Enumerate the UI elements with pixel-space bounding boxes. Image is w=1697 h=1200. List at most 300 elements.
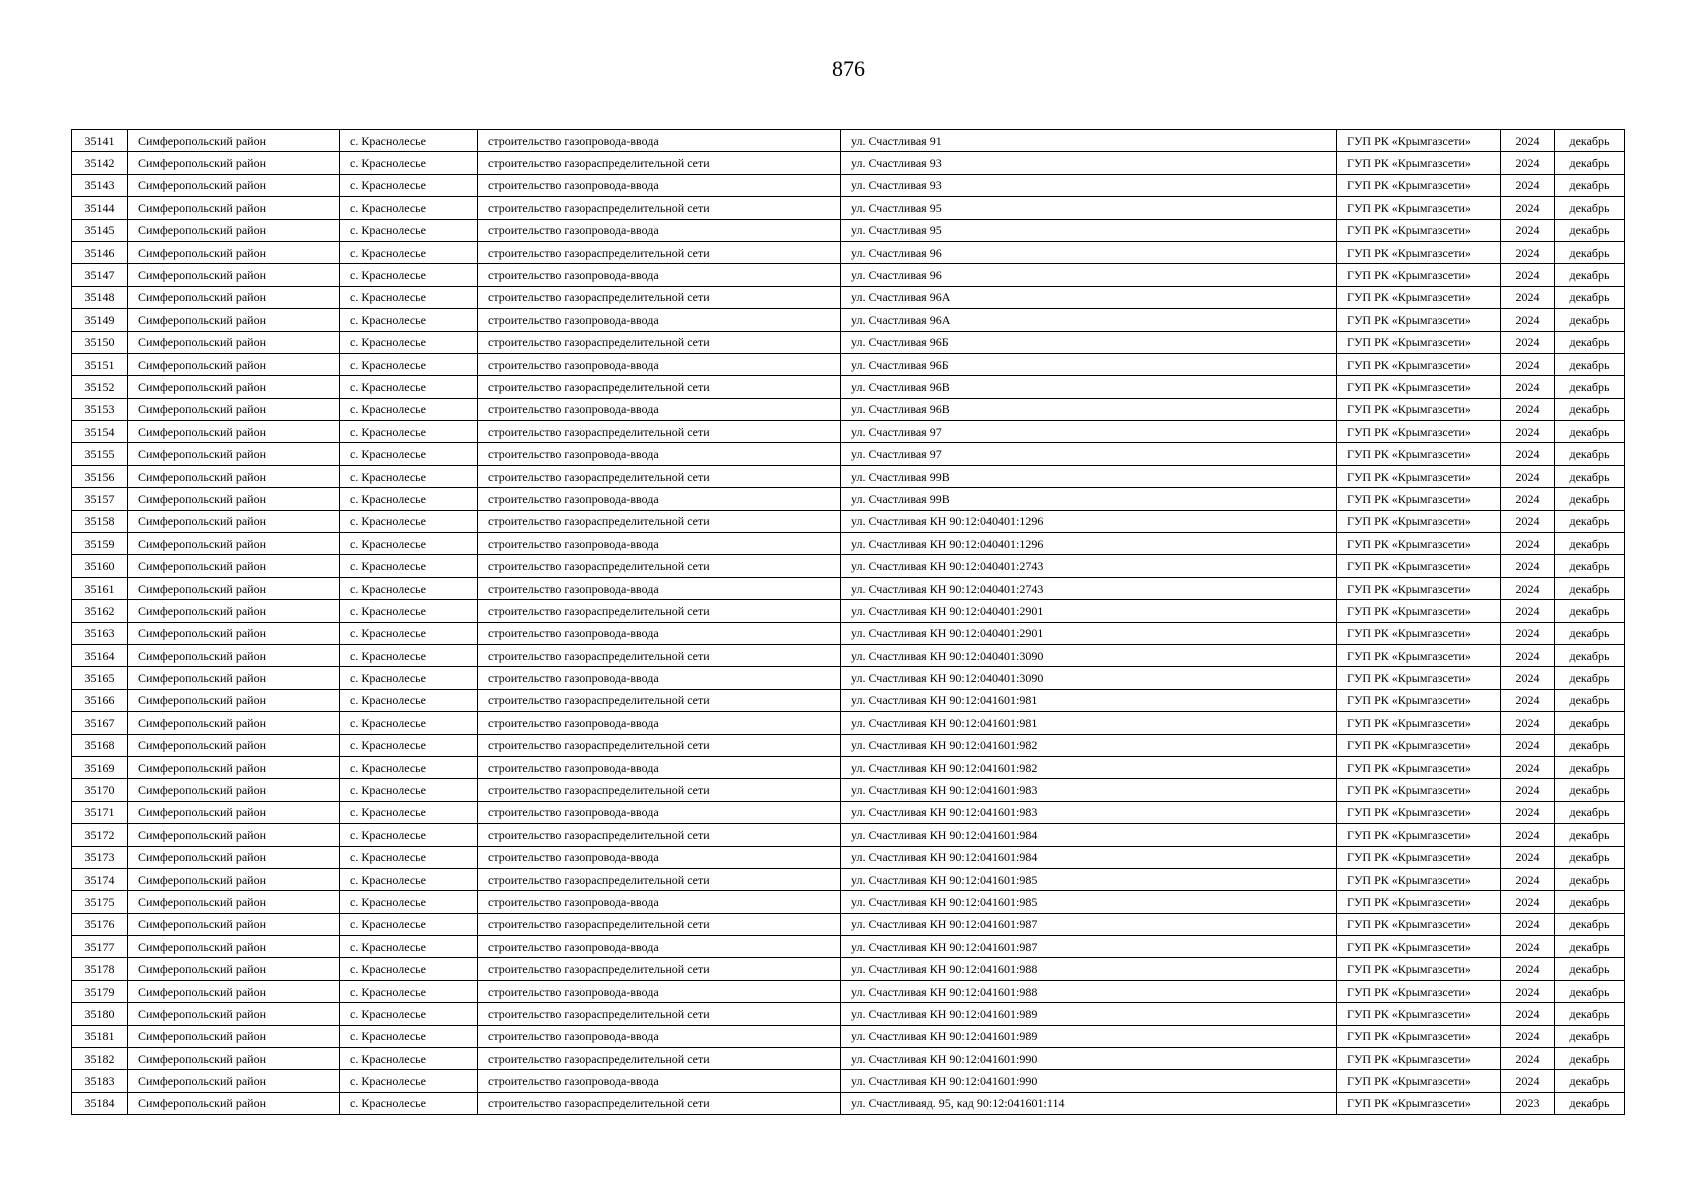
organization-cell: ГУП РК «Крымгазсети»	[1337, 465, 1501, 487]
organization-cell: ГУП РК «Крымгазсети»	[1337, 264, 1501, 286]
settlement-cell: с. Краснолесье	[340, 376, 478, 398]
year-cell: 2024	[1501, 130, 1555, 152]
district-cell: Симферопольский район	[128, 600, 340, 622]
month-cell: декабрь	[1555, 779, 1625, 801]
settlement-cell: с. Краснолесье	[340, 331, 478, 353]
month-cell: декабрь	[1555, 891, 1625, 913]
address-cell: ул. Счастливая 99В	[841, 465, 1337, 487]
settlement-cell: с. Краснолесье	[340, 130, 478, 152]
table-row	[72, 309, 1625, 331]
year-cell: 2024	[1501, 197, 1555, 219]
organization-cell: ГУП РК «Крымгазсети»	[1337, 376, 1501, 398]
address-cell: ул. Счастливая КН 90:12:040401:1296	[841, 533, 1337, 555]
district-cell: Симферопольский район	[128, 667, 340, 689]
settlement-cell: с. Краснолесье	[340, 1070, 478, 1092]
table-row	[72, 667, 1625, 689]
settlement-cell: с. Краснолесье	[340, 577, 478, 599]
district-cell: Симферопольский район	[128, 331, 340, 353]
district-cell: Симферопольский район	[128, 756, 340, 778]
row-number: 35144	[72, 197, 128, 219]
organization-cell: ГУП РК «Крымгазсети»	[1337, 936, 1501, 958]
year-cell: 2024	[1501, 577, 1555, 599]
work-type-cell: строительство газораспределительной сети	[478, 286, 841, 308]
settlement-cell: с. Краснолесье	[340, 555, 478, 577]
year-cell: 2024	[1501, 488, 1555, 510]
work-type-cell: строительство газораспределительной сети	[478, 1092, 841, 1114]
year-cell: 2024	[1501, 801, 1555, 823]
settlement-cell: с. Краснолесье	[340, 152, 478, 174]
table-row	[72, 241, 1625, 263]
organization-cell: ГУП РК «Крымгазсети»	[1337, 779, 1501, 801]
district-cell: Симферопольский район	[128, 241, 340, 263]
address-cell: ул. Счастливая КН 90:12:041601:990	[841, 1048, 1337, 1070]
address-cell: ул. Счастливая 99В	[841, 488, 1337, 510]
work-type-cell: строительство газопровода-ввода	[478, 488, 841, 510]
month-cell: декабрь	[1555, 197, 1625, 219]
address-cell: ул. Счастливая КН 90:12:041601:982	[841, 734, 1337, 756]
row-number: 35142	[72, 152, 128, 174]
settlement-cell: с. Краснолесье	[340, 219, 478, 241]
year-cell: 2024	[1501, 353, 1555, 375]
organization-cell: ГУП РК «Крымгазсети»	[1337, 241, 1501, 263]
work-type-cell: строительство газораспределительной сети	[478, 689, 841, 711]
organization-cell: ГУП РК «Крымгазсети»	[1337, 846, 1501, 868]
table-row	[72, 331, 1625, 353]
row-number: 35150	[72, 331, 128, 353]
work-type-cell: строительство газораспределительной сети	[478, 331, 841, 353]
table-row	[72, 421, 1625, 443]
organization-cell: ГУП РК «Крымгазсети»	[1337, 689, 1501, 711]
table-row	[72, 891, 1625, 913]
row-number: 35147	[72, 264, 128, 286]
year-cell: 2024	[1501, 331, 1555, 353]
table-row	[72, 958, 1625, 980]
district-cell: Симферопольский район	[128, 958, 340, 980]
table-row	[72, 555, 1625, 577]
settlement-cell: с. Краснолесье	[340, 421, 478, 443]
address-cell: ул. Счастливая 95	[841, 197, 1337, 219]
table-row	[72, 980, 1625, 1002]
month-cell: декабрь	[1555, 510, 1625, 532]
work-type-cell: строительство газопровода-ввода	[478, 577, 841, 599]
settlement-cell: с. Краснолесье	[340, 644, 478, 666]
year-cell: 2024	[1501, 555, 1555, 577]
address-cell: ул. Счастливая 96Б	[841, 353, 1337, 375]
month-cell: декабрь	[1555, 824, 1625, 846]
month-cell: декабрь	[1555, 465, 1625, 487]
settlement-cell: с. Краснолесье	[340, 712, 478, 734]
table-row	[72, 644, 1625, 666]
year-cell: 2024	[1501, 309, 1555, 331]
district-cell: Симферопольский район	[128, 398, 340, 420]
address-cell: ул. Счастливая КН 90:12:040401:2743	[841, 555, 1337, 577]
table-row	[72, 1025, 1625, 1047]
row-number: 35146	[72, 241, 128, 263]
settlement-cell: с. Краснолесье	[340, 980, 478, 1002]
row-number: 35166	[72, 689, 128, 711]
organization-cell: ГУП РК «Крымгазсети»	[1337, 958, 1501, 980]
settlement-cell: с. Краснолесье	[340, 824, 478, 846]
district-cell: Симферопольский район	[128, 555, 340, 577]
settlement-cell: с. Краснолесье	[340, 958, 478, 980]
district-cell: Симферопольский район	[128, 891, 340, 913]
district-cell: Симферопольский район	[128, 197, 340, 219]
district-cell: Симферопольский район	[128, 689, 340, 711]
address-cell: ул. Счастливая КН 90:12:041601:989	[841, 1003, 1337, 1025]
organization-cell: ГУП РК «Крымгазсети»	[1337, 1070, 1501, 1092]
year-cell: 2024	[1501, 868, 1555, 890]
settlement-cell: с. Краснолесье	[340, 443, 478, 465]
settlement-cell: с. Краснолесье	[340, 241, 478, 263]
district-cell: Симферопольский район	[128, 488, 340, 510]
address-cell: ул. Счастливая КН 90:12:041601:983	[841, 779, 1337, 801]
settlement-cell: с. Краснолесье	[340, 286, 478, 308]
table-row	[72, 712, 1625, 734]
work-type-cell: строительство газораспределительной сети	[478, 1048, 841, 1070]
address-cell: ул. Счастливая КН 90:12:041601:988	[841, 958, 1337, 980]
address-cell: ул. Счастливая 97	[841, 443, 1337, 465]
organization-cell: ГУП РК «Крымгазсети»	[1337, 644, 1501, 666]
table-row	[72, 756, 1625, 778]
month-cell: декабрь	[1555, 219, 1625, 241]
organization-cell: ГУП РК «Крымгазсети»	[1337, 622, 1501, 644]
table-row	[72, 801, 1625, 823]
address-cell: ул. Счастливая 97	[841, 421, 1337, 443]
year-cell: 2024	[1501, 421, 1555, 443]
settlement-cell: с. Краснолесье	[340, 465, 478, 487]
organization-cell: ГУП РК «Крымгазсети»	[1337, 1048, 1501, 1070]
registry-table	[71, 129, 1625, 1115]
row-number: 35148	[72, 286, 128, 308]
work-type-cell: строительство газораспределительной сети	[478, 1003, 841, 1025]
month-cell: декабрь	[1555, 913, 1625, 935]
table-row	[72, 600, 1625, 622]
organization-cell: ГУП РК «Крымгазсети»	[1337, 130, 1501, 152]
row-number: 35159	[72, 533, 128, 555]
month-cell: декабрь	[1555, 376, 1625, 398]
work-type-cell: строительство газопровода-ввода	[478, 398, 841, 420]
row-number: 35176	[72, 913, 128, 935]
district-cell: Симферопольский район	[128, 286, 340, 308]
work-type-cell: строительство газопровода-ввода	[478, 846, 841, 868]
work-type-cell: строительство газопровода-ввода	[478, 443, 841, 465]
organization-cell: ГУП РК «Крымгазсети»	[1337, 488, 1501, 510]
table-row	[72, 376, 1625, 398]
settlement-cell: с. Краснолесье	[340, 398, 478, 420]
table-row	[72, 443, 1625, 465]
row-number: 35165	[72, 667, 128, 689]
work-type-cell: строительство газопровода-ввода	[478, 533, 841, 555]
district-cell: Симферопольский район	[128, 824, 340, 846]
settlement-cell: с. Краснолесье	[340, 913, 478, 935]
organization-cell: ГУП РК «Крымгазсети»	[1337, 353, 1501, 375]
work-type-cell: строительство газораспределительной сети	[478, 913, 841, 935]
table-row	[72, 936, 1625, 958]
year-cell: 2024	[1501, 398, 1555, 420]
year-cell: 2024	[1501, 936, 1555, 958]
year-cell: 2024	[1501, 734, 1555, 756]
address-cell: ул. Счастливая 96	[841, 241, 1337, 263]
address-cell: ул. Счастливая КН 90:12:040401:2743	[841, 577, 1337, 599]
settlement-cell: с. Краснолесье	[340, 756, 478, 778]
district-cell: Симферопольский район	[128, 152, 340, 174]
work-type-cell: строительство газораспределительной сети	[478, 241, 841, 263]
organization-cell: ГУП РК «Крымгазсети»	[1337, 219, 1501, 241]
district-cell: Симферопольский район	[128, 846, 340, 868]
address-cell: ул. Счастливая 96А	[841, 309, 1337, 331]
district-cell: Симферопольский район	[128, 577, 340, 599]
month-cell: декабрь	[1555, 1070, 1625, 1092]
table-row	[72, 1092, 1625, 1114]
address-cell: ул. Счастливая КН 90:12:041601:985	[841, 868, 1337, 890]
month-cell: декабрь	[1555, 533, 1625, 555]
row-number: 35168	[72, 734, 128, 756]
organization-cell: ГУП РК «Крымгазсети»	[1337, 1025, 1501, 1047]
district-cell: Симферопольский район	[128, 219, 340, 241]
settlement-cell: с. Краснолесье	[340, 197, 478, 219]
year-cell: 2024	[1501, 824, 1555, 846]
address-cell: ул. Счастливая КН 90:12:041601:985	[841, 891, 1337, 913]
month-cell: декабрь	[1555, 309, 1625, 331]
row-number: 35172	[72, 824, 128, 846]
district-cell: Симферопольский район	[128, 421, 340, 443]
year-cell: 2024	[1501, 443, 1555, 465]
address-cell: ул. Счастливая КН 90:12:041601:982	[841, 756, 1337, 778]
work-type-cell: строительство газопровода-ввода	[478, 219, 841, 241]
settlement-cell: с. Краснолесье	[340, 600, 478, 622]
table-row	[72, 286, 1625, 308]
month-cell: декабрь	[1555, 1003, 1625, 1025]
settlement-cell: с. Краснолесье	[340, 779, 478, 801]
year-cell: 2024	[1501, 376, 1555, 398]
year-cell: 2024	[1501, 1025, 1555, 1047]
address-cell: ул. Счастливая КН 90:12:041601:984	[841, 846, 1337, 868]
settlement-cell: с. Краснолесье	[340, 174, 478, 196]
table-row	[72, 465, 1625, 487]
row-number: 35161	[72, 577, 128, 599]
month-cell: декабрь	[1555, 1092, 1625, 1114]
district-cell: Симферопольский район	[128, 443, 340, 465]
row-number: 35141	[72, 130, 128, 152]
work-type-cell: строительство газопровода-ввода	[478, 264, 841, 286]
row-number: 35177	[72, 936, 128, 958]
work-type-cell: строительство газопровода-ввода	[478, 980, 841, 1002]
district-cell: Симферопольский район	[128, 130, 340, 152]
table-row	[72, 488, 1625, 510]
work-type-cell: строительство газопровода-ввода	[478, 756, 841, 778]
row-number: 35155	[72, 443, 128, 465]
organization-cell: ГУП РК «Крымгазсети»	[1337, 600, 1501, 622]
year-cell: 2024	[1501, 712, 1555, 734]
month-cell: декабрь	[1555, 1048, 1625, 1070]
month-cell: декабрь	[1555, 286, 1625, 308]
table-row	[72, 533, 1625, 555]
settlement-cell: с. Краснолесье	[340, 1003, 478, 1025]
work-type-cell: строительство газопровода-ввода	[478, 309, 841, 331]
table-row	[72, 398, 1625, 420]
address-cell: ул. Счастливая КН 90:12:041601:988	[841, 980, 1337, 1002]
work-type-cell: строительство газораспределительной сети	[478, 779, 841, 801]
district-cell: Симферопольский район	[128, 868, 340, 890]
settlement-cell: с. Краснолесье	[340, 846, 478, 868]
address-cell: ул. Счастливая 91	[841, 130, 1337, 152]
address-cell: ул. Счастливая КН 90:12:041601:987	[841, 913, 1337, 935]
month-cell: декабрь	[1555, 421, 1625, 443]
organization-cell: ГУП РК «Крымгазсети»	[1337, 891, 1501, 913]
year-cell: 2024	[1501, 846, 1555, 868]
district-cell: Симферопольский район	[128, 1003, 340, 1025]
district-cell: Симферопольский район	[128, 622, 340, 644]
district-cell: Симферопольский район	[128, 980, 340, 1002]
row-number: 35170	[72, 779, 128, 801]
row-number: 35160	[72, 555, 128, 577]
row-number: 35154	[72, 421, 128, 443]
row-number: 35181	[72, 1025, 128, 1047]
address-cell: ул. Счастливая КН 90:12:041601:987	[841, 936, 1337, 958]
table-row	[72, 130, 1625, 152]
address-cell: ул. Счастливая 96	[841, 264, 1337, 286]
district-cell: Симферопольский район	[128, 734, 340, 756]
work-type-cell: строительство газопровода-ввода	[478, 353, 841, 375]
district-cell: Симферопольский район	[128, 712, 340, 734]
table-row	[72, 734, 1625, 756]
month-cell: декабрь	[1555, 689, 1625, 711]
district-cell: Симферопольский район	[128, 264, 340, 286]
work-type-cell: строительство газораспределительной сети	[478, 600, 841, 622]
work-type-cell: строительство газораспределительной сети	[478, 734, 841, 756]
settlement-cell: с. Краснолесье	[340, 510, 478, 532]
address-cell: ул. Счастливая КН 90:12:041601:984	[841, 824, 1337, 846]
year-cell: 2024	[1501, 286, 1555, 308]
month-cell: декабрь	[1555, 980, 1625, 1002]
work-type-cell: строительство газораспределительной сети	[478, 152, 841, 174]
year-cell: 2024	[1501, 510, 1555, 532]
month-cell: декабрь	[1555, 241, 1625, 263]
district-cell: Симферопольский район	[128, 913, 340, 935]
settlement-cell: с. Краснолесье	[340, 868, 478, 890]
row-number: 35180	[72, 1003, 128, 1025]
work-type-cell: строительство газопровода-ввода	[478, 891, 841, 913]
address-cell: ул. Счастливая 93	[841, 152, 1337, 174]
district-cell: Симферопольский район	[128, 801, 340, 823]
work-type-cell: строительство газопровода-ввода	[478, 801, 841, 823]
year-cell: 2024	[1501, 913, 1555, 935]
work-type-cell: строительство газопровода-ввода	[478, 1070, 841, 1092]
address-cell: ул. Счастливая КН 90:12:041601:981	[841, 712, 1337, 734]
address-cell: ул. Счастливая КН 90:12:040401:2901	[841, 622, 1337, 644]
organization-cell: ГУП РК «Крымгазсети»	[1337, 801, 1501, 823]
table-row	[72, 779, 1625, 801]
year-cell: 2024	[1501, 779, 1555, 801]
work-type-cell: строительство газораспределительной сети	[478, 824, 841, 846]
district-cell: Симферопольский район	[128, 1048, 340, 1070]
row-number: 35169	[72, 756, 128, 778]
month-cell: декабрь	[1555, 936, 1625, 958]
district-cell: Симферопольский район	[128, 1025, 340, 1047]
month-cell: декабрь	[1555, 331, 1625, 353]
organization-cell: ГУП РК «Крымгазсети»	[1337, 533, 1501, 555]
row-number: 35183	[72, 1070, 128, 1092]
row-number: 35153	[72, 398, 128, 420]
row-number: 35158	[72, 510, 128, 532]
work-type-cell: строительство газопровода-ввода	[478, 130, 841, 152]
organization-cell: ГУП РК «Крымгазсети»	[1337, 868, 1501, 890]
address-cell: ул. Счастливая 96А	[841, 286, 1337, 308]
settlement-cell: с. Краснолесье	[340, 309, 478, 331]
organization-cell: ГУП РК «Крымгазсети»	[1337, 980, 1501, 1002]
month-cell: декабрь	[1555, 868, 1625, 890]
table-row	[72, 1003, 1625, 1025]
month-cell: декабрь	[1555, 353, 1625, 375]
work-type-cell: строительство газопровода-ввода	[478, 667, 841, 689]
row-number: 35163	[72, 622, 128, 644]
organization-cell: ГУП РК «Крымгазсети»	[1337, 152, 1501, 174]
table-row	[72, 1048, 1625, 1070]
month-cell: декабрь	[1555, 644, 1625, 666]
year-cell: 2024	[1501, 241, 1555, 263]
organization-cell: ГУП РК «Крымгазсети»	[1337, 510, 1501, 532]
district-cell: Симферопольский район	[128, 644, 340, 666]
address-cell: ул. Счастливая КН 90:12:040401:2901	[841, 600, 1337, 622]
district-cell: Симферопольский район	[128, 1092, 340, 1114]
year-cell: 2023	[1501, 1092, 1555, 1114]
work-type-cell: строительство газораспределительной сети	[478, 644, 841, 666]
table-row	[72, 913, 1625, 935]
district-cell: Симферопольский район	[128, 779, 340, 801]
settlement-cell: с. Краснолесье	[340, 734, 478, 756]
year-cell: 2024	[1501, 644, 1555, 666]
row-number: 35145	[72, 219, 128, 241]
district-cell: Симферопольский район	[128, 353, 340, 375]
table-row	[72, 264, 1625, 286]
district-cell: Симферопольский район	[128, 510, 340, 532]
month-cell: декабрь	[1555, 443, 1625, 465]
settlement-cell: с. Краснолесье	[340, 622, 478, 644]
year-cell: 2024	[1501, 264, 1555, 286]
month-cell: декабрь	[1555, 174, 1625, 196]
year-cell: 2024	[1501, 1070, 1555, 1092]
address-cell: ул. Счастливая 96Б	[841, 331, 1337, 353]
settlement-cell: с. Краснолесье	[340, 689, 478, 711]
settlement-cell: с. Краснолесье	[340, 353, 478, 375]
month-cell: декабрь	[1555, 488, 1625, 510]
settlement-cell: с. Краснолесье	[340, 1025, 478, 1047]
district-cell: Симферопольский район	[128, 309, 340, 331]
organization-cell: ГУП РК «Крымгазсети»	[1337, 286, 1501, 308]
year-cell: 2024	[1501, 756, 1555, 778]
table-row	[72, 689, 1625, 711]
row-number: 35162	[72, 600, 128, 622]
address-cell: ул. Счастливая КН 90:12:040401:3090	[841, 667, 1337, 689]
table-row	[72, 219, 1625, 241]
work-type-cell: строительство газораспределительной сети	[478, 421, 841, 443]
settlement-cell: с. Краснолесье	[340, 488, 478, 510]
organization-cell: ГУП РК «Крымгазсети»	[1337, 824, 1501, 846]
organization-cell: ГУП РК «Крымгазсети»	[1337, 309, 1501, 331]
row-number: 35164	[72, 644, 128, 666]
address-cell: ул. Счастливая КН 90:12:040401:3090	[841, 644, 1337, 666]
year-cell: 2024	[1501, 219, 1555, 241]
month-cell: декабрь	[1555, 958, 1625, 980]
table-row	[72, 824, 1625, 846]
page-number: 876	[832, 56, 865, 81]
address-cell: ул. Счастливая 96В	[841, 398, 1337, 420]
organization-cell: ГУП РК «Крымгазсети»	[1337, 577, 1501, 599]
table-row	[72, 622, 1625, 644]
settlement-cell: с. Краснолесье	[340, 1048, 478, 1070]
table-row	[72, 174, 1625, 196]
table-row	[72, 152, 1625, 174]
